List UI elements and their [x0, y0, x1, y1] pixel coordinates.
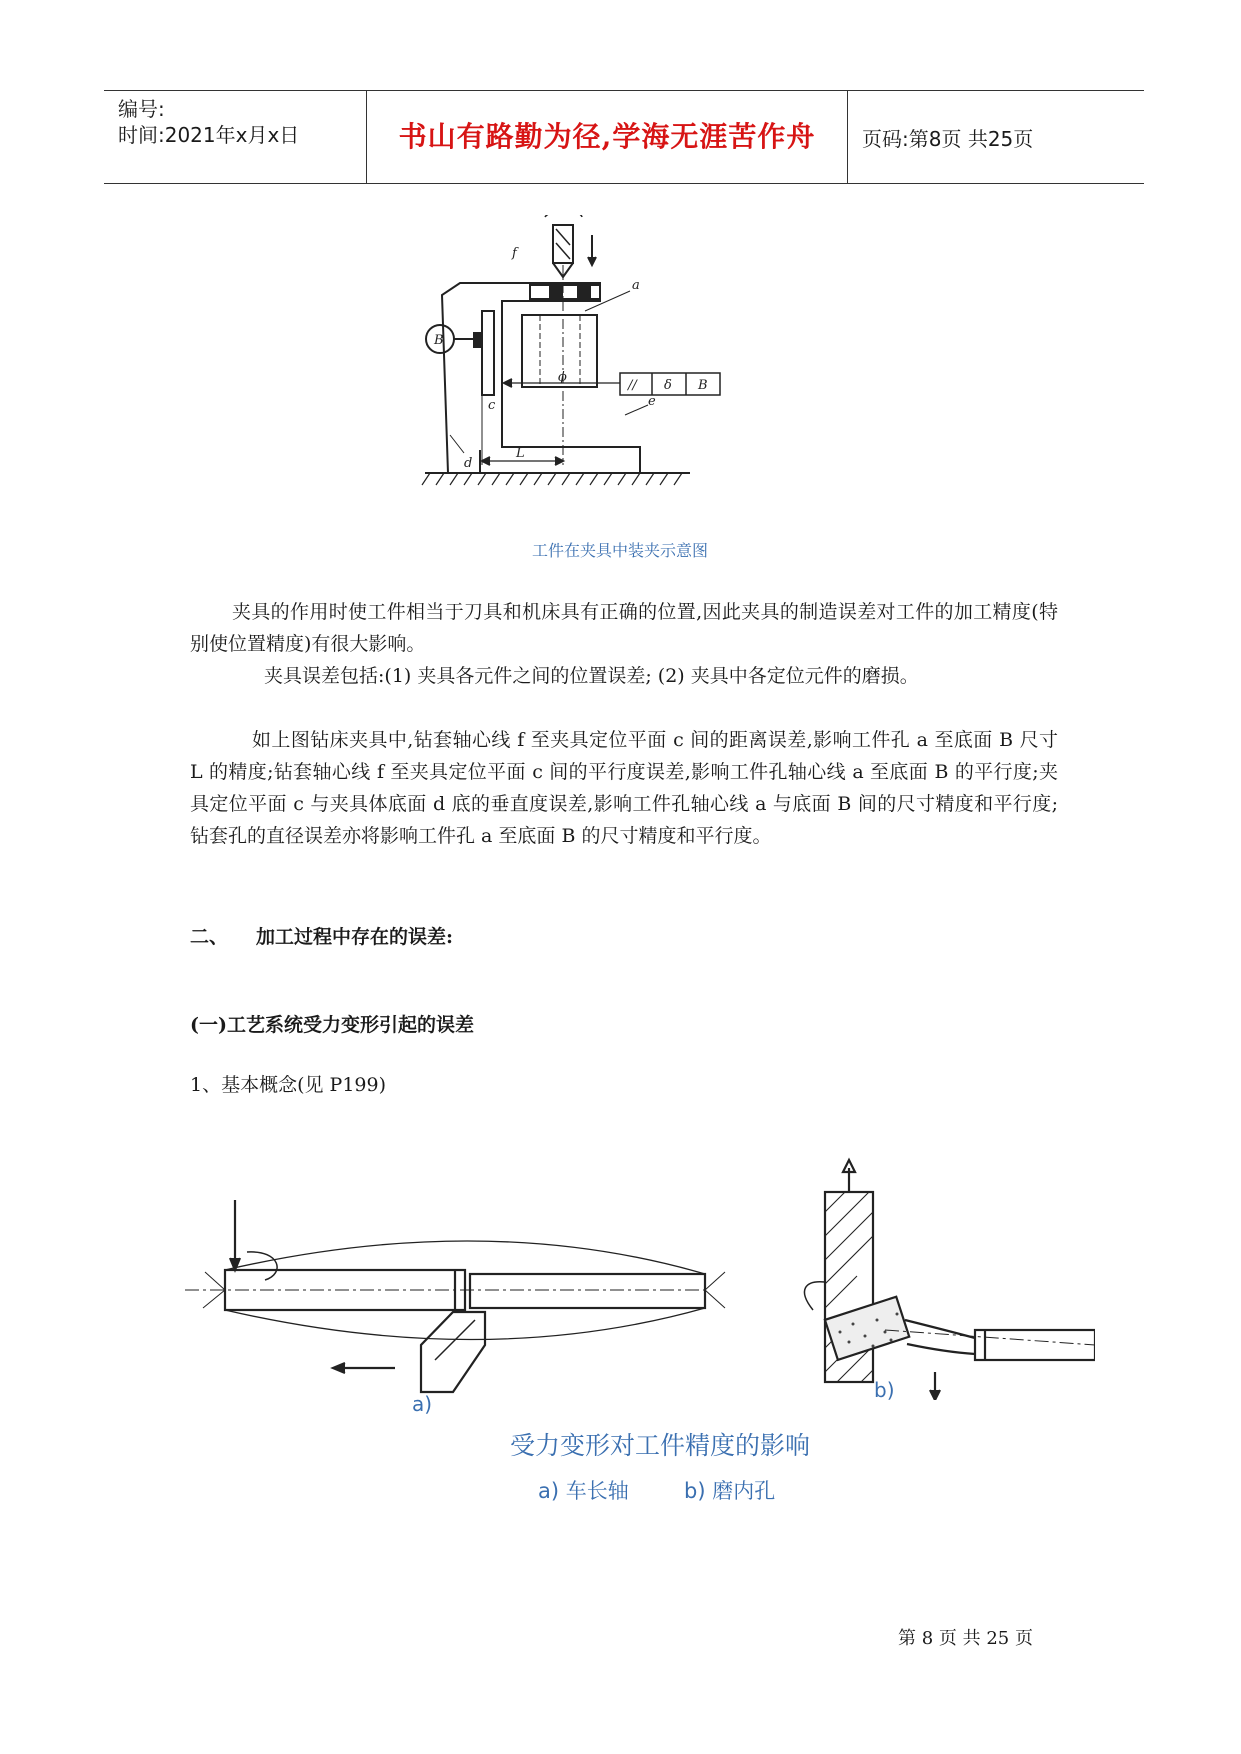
- section-heading: [190, 922, 453, 949]
- label-f: f: [512, 246, 517, 261]
- label-box1: //: [628, 378, 637, 393]
- fixture-diagram: [420, 215, 820, 535]
- item-heading: 1、基本概念(见 P199): [190, 1074, 387, 1096]
- section-title: 加工过程中存在的误差:: [256, 926, 454, 948]
- label-L: L: [516, 446, 525, 461]
- label-c: c: [488, 398, 496, 413]
- page-number-label: 页码:第8页 共25页: [862, 127, 1034, 151]
- header-page-cell: [848, 91, 1144, 183]
- time-label: 时间:2021年x月x日: [118, 123, 300, 147]
- figure2-subcaption-a: a) 车长轴: [538, 1479, 629, 1503]
- figure2-label-b: b): [874, 1378, 895, 1402]
- subsection-heading: (一)工艺系统受力变形引起的误差: [190, 1014, 474, 1036]
- deformation-diagram: [185, 1140, 1095, 1400]
- figure2-label-a: a): [412, 1392, 433, 1416]
- label-e: e: [648, 394, 656, 409]
- figure2-subcaption-b: b) 磨内孔: [684, 1479, 776, 1503]
- page-footer: 第 8 页 共 25 页: [898, 1628, 1033, 1649]
- number-label: 编号:: [118, 97, 165, 121]
- label-a: a: [632, 278, 640, 293]
- paragraph-drill-fixture-example: 如上图钻床夹具中,钻套轴心线 f 至夹具定位平面 c 间的距离误差,影响工件孔 a 至底面 B 尺寸 L 的精度;钻套轴心线 f 至夹具定位平面 c 间的平行度误差,影响工件孔轴心线 a 至底面 B 的平行度;夹具定位平面 c 与夹具体底面 d 底的垂直度误差,影响工件孔轴心线 a 与底面 B 间的尺寸精度和平行度;钻套孔的直径误差亦将影响工件孔 a 至底面 B 的尺寸精度和平行度。: [190, 729, 1058, 847]
- label-box3: B: [698, 378, 708, 393]
- header-meta-cell: [104, 91, 366, 183]
- page-header: [104, 90, 1144, 184]
- label-phi: ϕ: [558, 370, 567, 385]
- paragraph-fixture-errors: 夹具误差包括:(1) 夹具各元件之间的位置误差; (2) 夹具中各定位元件的磨损。: [264, 665, 919, 687]
- section-number: 二、: [190, 926, 229, 948]
- label-d: d: [464, 456, 473, 471]
- label-box2: δ: [664, 378, 672, 393]
- label-B: B: [434, 333, 444, 348]
- figure2-caption: 受力变形对工件精度的影响: [509, 1431, 810, 1460]
- paragraph-fixture-role: 夹具的作用时使工件相当于刀具和机床具有正确的位置,因此夹具的制造误差对工件的加工精度(特别使位置精度)有很大影响。: [190, 601, 1058, 655]
- figure1-caption: 工件在夹具中装夹示意图: [531, 541, 708, 560]
- motto: 书山有路勤为径,学海无涯苦作舟: [398, 120, 816, 153]
- header-motto-cell: [366, 91, 848, 183]
